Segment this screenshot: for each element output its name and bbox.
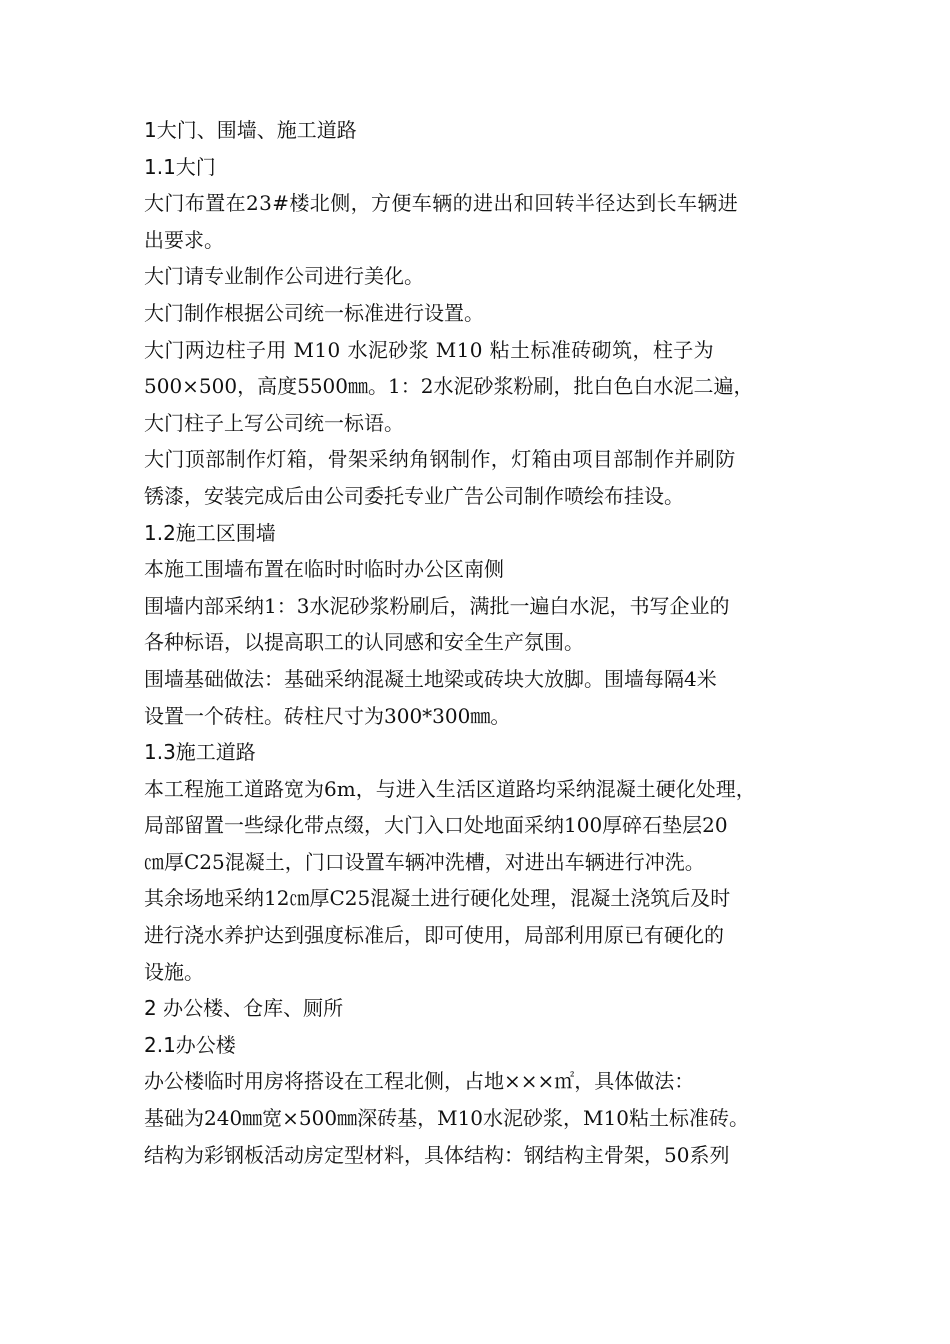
document-body — [144, 112, 824, 1173]
subsection-heading-2-1: 2.1办公楼 — [144, 1032, 236, 1057]
paragraph-line: 进行浇水养护达到强度标准后，即可使用，局部利用原已有硬化的 — [144, 923, 724, 948]
section-heading-1: 1大门、围墙、施工道路 — [144, 118, 357, 142]
paragraph-line: 大门请专业制作公司进行美化。 — [144, 264, 424, 289]
paragraph-line: 围墙基础做法：基础采纳混凝土地梁或砖块大放脚。围墙每隔4米 — [144, 666, 717, 691]
paragraph-line: 500×500，高度5500㎜。1：2水泥砂浆粉刷，批白色白水泥二遍， — [144, 374, 754, 399]
paragraph-line: 大门顶部制作灯箱，骨架采纳角钢制作，灯箱由项目部制作并刷防 — [144, 447, 736, 472]
subsection-heading-1-3: 1.3施工道路 — [144, 740, 256, 765]
paragraph-line: 办公楼临时用房将搭设在工程北侧，占地×××㎡，具体做法： — [144, 1069, 695, 1094]
paragraph-line: 出要求。 — [144, 227, 224, 252]
paragraph-line: 设施。 — [144, 959, 204, 984]
paragraph-line: 本工程施工道路宽为6m，与进入生活区道路均采纳混凝土硬化处理， — [144, 776, 756, 801]
paragraph-line: 大门布置在23#楼北侧，方便车辆的进出和回转半径达到长车辆进 — [144, 191, 739, 216]
paragraph-line: 各种标语，以提高职工的认同感和安全生产氛围。 — [144, 630, 584, 655]
paragraph-line: 大门制作根据公司统一标准进行设置。 — [144, 300, 484, 325]
paragraph-line: 结构为彩钢板活动房定型材料，具体结构：钢结构主骨架，50系列 — [144, 1142, 730, 1167]
paragraph-line: 锈漆，安装完成后由公司委托专业广告公司制作喷绘布挂设。 — [144, 483, 684, 508]
paragraph-line: 围墙内部采纳1：3水泥砂浆粉刷后，满批一遍白水泥，书写企业的 — [144, 593, 730, 618]
paragraph-line: ㎝厚C25混凝土，门口设置车辆冲洗槽，对进出车辆进行冲洗。 — [144, 849, 705, 874]
section-heading-2: 2 办公楼、仓库、厕所 — [144, 996, 344, 1021]
subsection-heading-1-1: 1.1大门 — [144, 154, 216, 179]
paragraph-line: 基础为240㎜宽×500㎜深砖基，M10水泥砂浆，M10粘土标准砖。 — [144, 1106, 749, 1131]
paragraph-line: 大门两边柱子用 M10 水泥砂浆 M10 粘土标准砖砌筑，柱子为 — [144, 337, 715, 362]
paragraph-line: 其余场地采纳12㎝厚C25混凝土进行硬化处理，混凝土浇筑后及时 — [144, 886, 731, 911]
subsection-heading-1-2: 1.2施工区围墙 — [144, 520, 276, 545]
paragraph-line: 本施工围墙布置在临时时临时办公区南侧 — [144, 557, 504, 582]
paragraph-line: 大门柱子上写公司统一标语。 — [144, 410, 404, 435]
paragraph-line: 设置一个砖柱。砖柱尺寸为300*300㎜。 — [144, 703, 511, 728]
paragraph-line: 局部留置一些绿化带点缀，大门入口处地面采纳100厚碎石垫层20 — [144, 813, 728, 838]
